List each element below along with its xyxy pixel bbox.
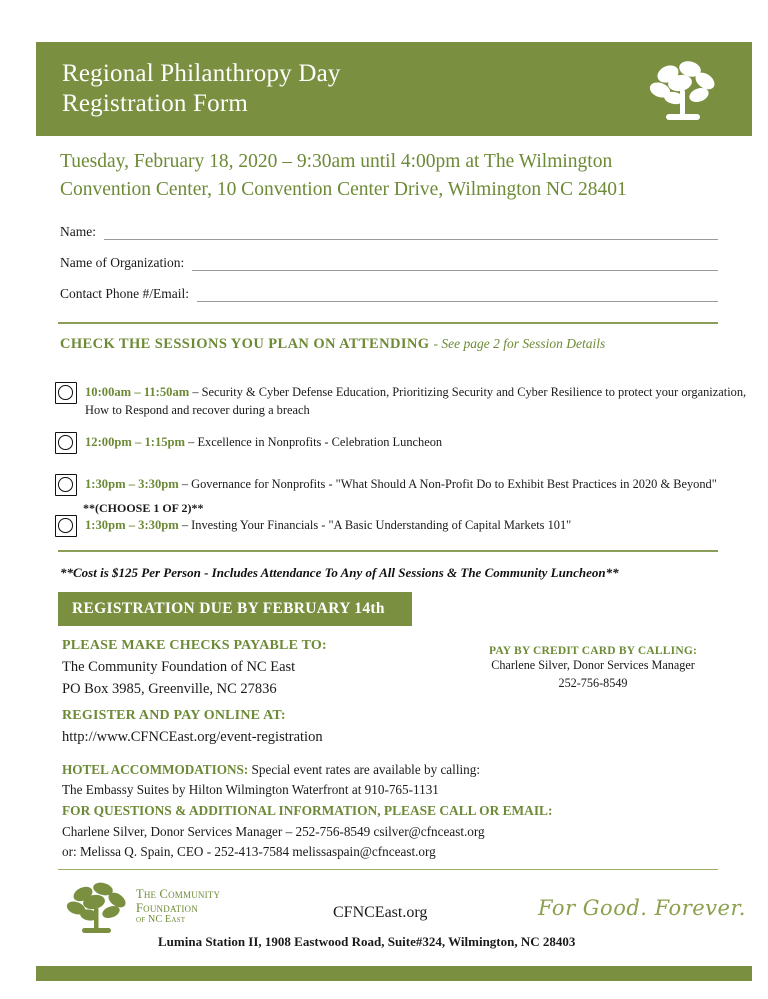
footer-tagline: For Good. Forever.	[538, 896, 746, 920]
page-title	[62, 59, 341, 120]
session-text-2	[85, 432, 442, 452]
page-title-line1: Regional Philanthropy Day	[62, 59, 341, 87]
session-time-2: 12:00pm – 1:15pm	[85, 435, 186, 449]
choose-one-note: **(CHOOSE 1 OF 2)**	[83, 501, 204, 515]
session-text-3	[85, 474, 717, 494]
credit-card-contact: Charlene Silver, Donor Services Manager	[491, 658, 695, 672]
online-registration-heading: REGISTER AND PAY ONLINE AT:	[62, 708, 286, 723]
credit-card-phone: 252-756-8549	[558, 675, 628, 690]
session-row[interactable]	[55, 474, 755, 496]
contact-line-2: or: Melissa Q. Spain, CEO - 252-413-7584 melissaspain@cfnceast.org	[62, 844, 436, 860]
hotel-heading: HOTEL ACCOMMODATIONS:	[62, 762, 249, 777]
session-desc-4: – Investing Your Financials - "A Basic Understanding of Capital Markets 101"	[181, 518, 572, 532]
session-desc-2: – Excellence in Nonprofits - Celebration Luncheon	[188, 435, 443, 449]
checks-payable-line1: The Community Foundation of NC East	[62, 659, 296, 675]
checks-payable-heading: PLEASE MAKE CHECKS PAYABLE TO:	[62, 638, 327, 653]
footer-divider	[58, 869, 718, 870]
session-time-4: 1:30pm – 3:30pm	[85, 518, 179, 532]
online-registration-block	[62, 708, 522, 749]
hotel-info-line2: The Embassy Suites by Hilton Wilmington Waterfront at 910-765-1131	[62, 782, 439, 798]
session-desc-3: – Governance for Nonprofits - "What Should A Non-Profit Do to Exhibit Best Practices in 2020 & Beyond"	[181, 477, 717, 491]
session-text-4	[85, 515, 571, 535]
session-checkbox-2[interactable]	[55, 432, 77, 454]
additional-info-block	[62, 760, 722, 863]
checks-payable-line2: PO Box 3985, Greenville, NC 27836	[62, 680, 277, 697]
divider-below-sessions	[58, 550, 718, 552]
contact-label: Contact Phone #/Email:	[60, 286, 189, 301]
foundation-name-line3: of NC East	[136, 914, 186, 925]
event-details-line2: Convention Center, 10 Convention Center Drive, Wilmington NC 28401	[60, 178, 627, 200]
questions-heading: FOR QUESTIONS & ADDITIONAL INFORMATION, PLEASE CALL OR EMAIL:	[62, 802, 553, 818]
foundation-name-line2: Foundation	[136, 900, 198, 915]
session-desc-1: – Security & Cyber Defense Education, Prioritizing Security and Cyber Resilience to protect your organization, How to Respond and recover during a breach	[85, 385, 747, 417]
session-row[interactable]	[55, 515, 755, 537]
sessions-heading-sub: - See page 2 for Session Details	[433, 336, 606, 351]
header-band	[36, 42, 752, 136]
footer	[58, 876, 758, 949]
footer-website[interactable]: CFNCEast.org	[333, 904, 428, 921]
name-label: Name:	[60, 224, 96, 239]
session-checkbox-1[interactable]	[55, 382, 77, 404]
session-text-1	[85, 382, 755, 419]
bottom-band	[36, 966, 752, 981]
session-checkbox-3[interactable]	[55, 474, 77, 496]
divider-above-sessions	[58, 322, 718, 324]
session-row[interactable]	[55, 382, 755, 419]
hotel-heading-rest: Special event rates are available by calling:	[248, 762, 481, 777]
hotel-info-row	[62, 760, 722, 780]
online-registration-url[interactable]: http://www.CFNCEast.org/event-registration	[62, 729, 323, 745]
contact-input[interactable]	[197, 286, 718, 302]
field-row-organization	[60, 249, 718, 271]
event-details	[60, 148, 732, 203]
contact-line-1: Charlene Silver, Donor Services Manager – 252-756-8549 csilver@cfnceast.org	[62, 823, 485, 839]
field-row-name	[60, 218, 718, 240]
tree-logo-icon	[644, 54, 722, 124]
event-details-line1: Tuesday, February 18, 2020 – 9:30am until 4:00pm at The Wilmington	[60, 151, 613, 172]
registrant-fields	[60, 218, 718, 311]
tree-logo-green-icon	[63, 878, 133, 936]
foundation-name-line1: The Community	[136, 887, 221, 901]
checks-payable-block	[62, 638, 502, 701]
page-title-line2: Registration Form	[62, 90, 249, 117]
sessions-heading-main: CHECK THE SESSIONS YOU PLAN ON ATTENDING	[60, 336, 430, 352]
name-input[interactable]	[104, 224, 718, 240]
sessions-heading	[60, 336, 740, 353]
session-checkbox-4[interactable]	[55, 515, 77, 537]
credit-card-heading: PAY BY CREDIT CARD BY CALLING:	[488, 645, 698, 657]
registration-due-banner: REGISTRATION DUE BY FEBRUARY 14th	[58, 592, 412, 626]
foundation-name	[136, 888, 220, 926]
session-row[interactable]	[55, 432, 755, 454]
footer-address: Lumina Station II, 1908 Eastwood Road, Suite#324, Wilmington, NC 28403	[158, 934, 576, 949]
organization-label: Name of Organization:	[60, 255, 185, 270]
field-row-contact	[60, 280, 718, 302]
credit-card-block	[468, 645, 718, 692]
cost-note: **Cost is $125 Per Person - Includes Attendance To Any of All Sessions & The Community Luncheon**	[60, 565, 619, 580]
session-time-1: 10:00am – 11:50am	[85, 385, 190, 399]
organization-input[interactable]	[192, 255, 718, 271]
session-time-3: 1:30pm – 3:30pm	[85, 477, 179, 491]
